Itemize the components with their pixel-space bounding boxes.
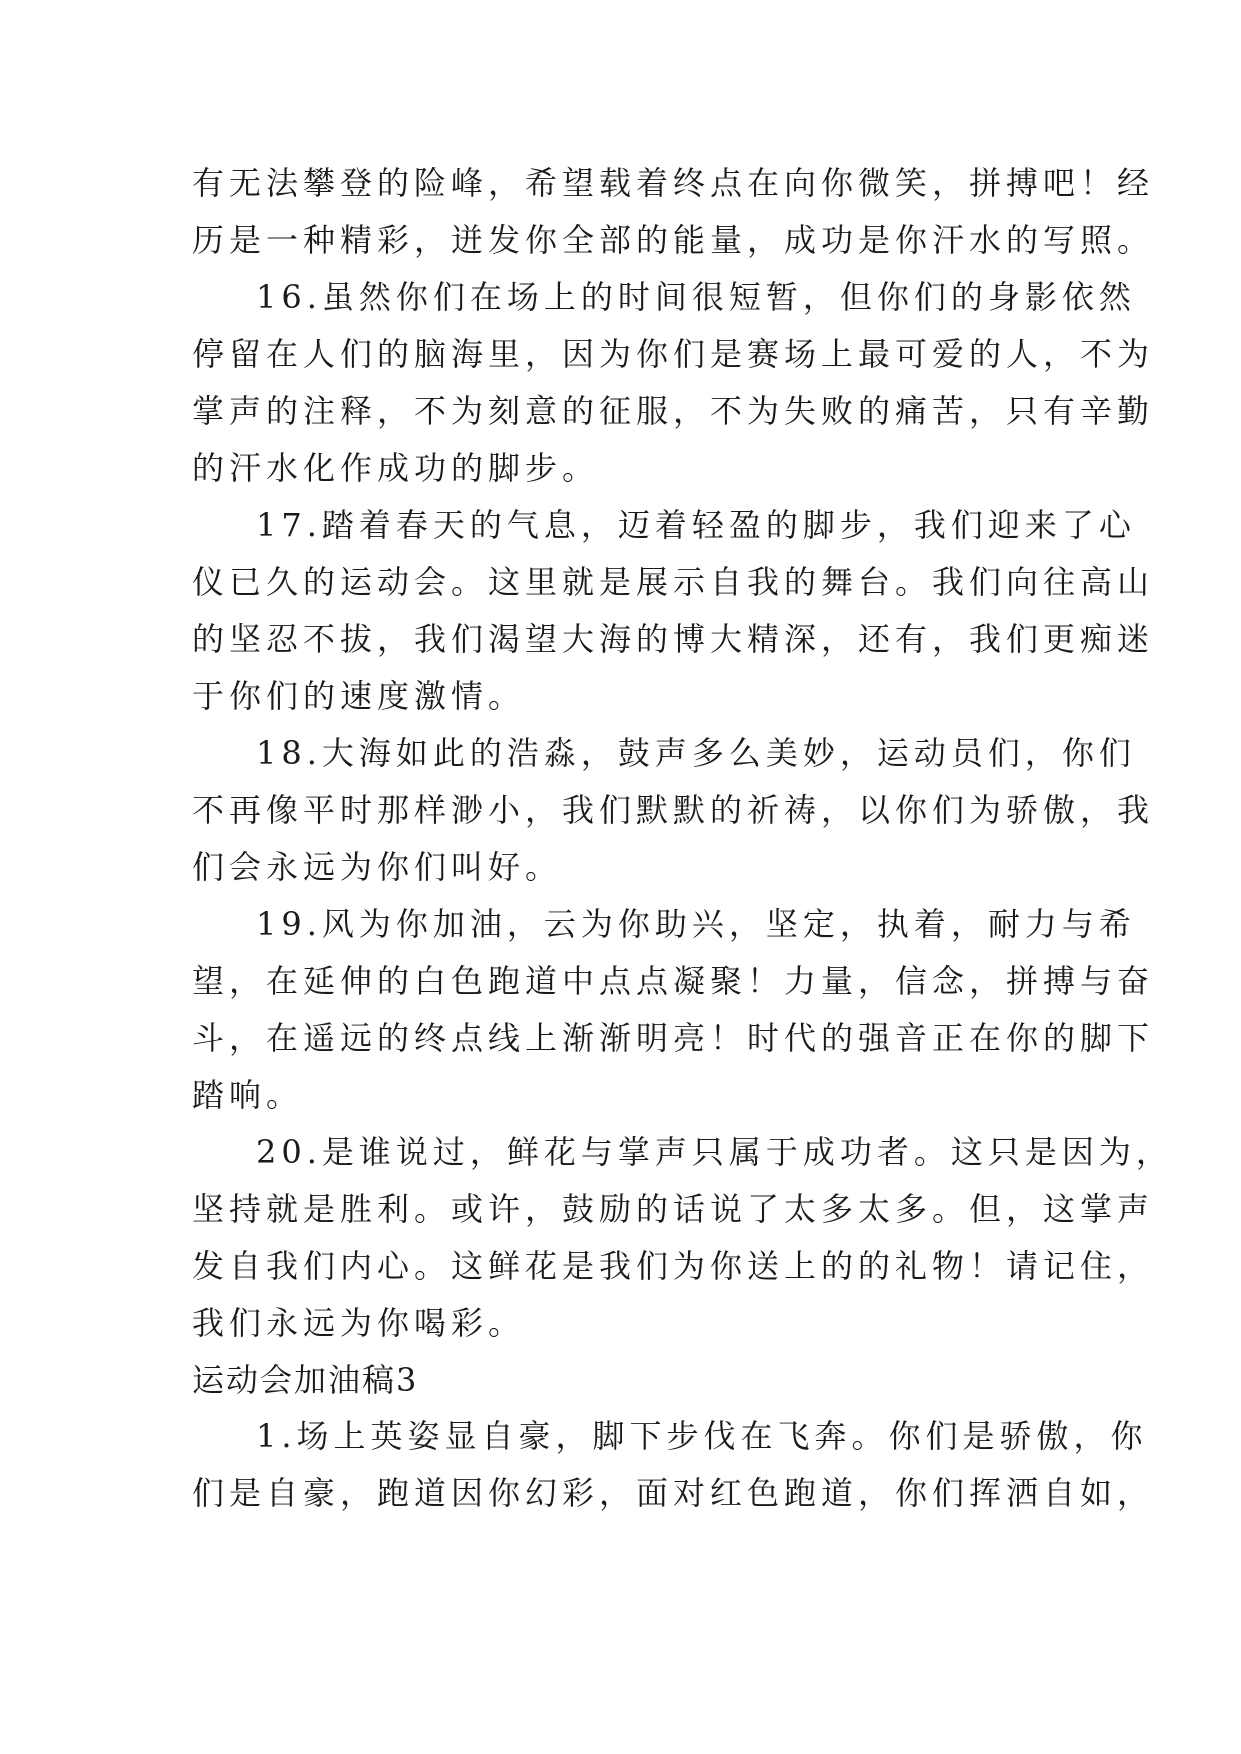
text-line: 斗，在遥远的终点线上渐渐明亮！时代的强音正在你的脚下 [192, 1019, 1155, 1057]
text-line: 们会永远为你们叫好。 [192, 848, 563, 886]
paragraph-16-start: 16.虽然你们在场上的时间很短暂，但你们的身影依然 [256, 278, 1136, 316]
text-line: 们是自豪，跑道因你幻彩，面对红色跑道，你们挥洒自如， [192, 1474, 1155, 1512]
paragraph-20-start: 20.是谁说过，鲜花与掌声只属于成功者。这只是因为， [256, 1133, 1173, 1171]
text-line: 停留在人们的脑海里，因为你们是赛场上最可爱的人，不为 [192, 335, 1155, 373]
text-line: 历是一种精彩，迸发你全部的能量，成功是你汗水的写照。 [192, 221, 1155, 259]
text-line: 坚持就是胜利。或许，鼓励的话说了太多太多。但，这掌声 [192, 1190, 1155, 1228]
paragraph-1-start: 1.场上英姿显自豪，脚下步伐在飞奔。你们是骄傲，你 [256, 1417, 1148, 1455]
text-line: 有无法攀登的险峰，希望载着终点在向你微笑，拼搏吧！经 [192, 164, 1155, 202]
text-line: 望，在延伸的白色跑道中点点凝聚！力量，信念，拼搏与奋 [192, 962, 1155, 1000]
paragraph-18-start: 18.大海如此的浩淼，鼓声多么美妙，运动员们，你们 [256, 734, 1136, 772]
text-line: 的汗水化作成功的脚步。 [192, 449, 600, 487]
text-line: 发自我们内心。这鲜花是我们为你送上的的礼物！请记住， [192, 1247, 1155, 1285]
section-heading: 运动会加油稿3 [192, 1361, 419, 1399]
text-line: 掌声的注释，不为刻意的征服，不为失败的痛苦，只有辛勤 [192, 392, 1155, 430]
document-body [192, 155, 1173, 1522]
text-line: 的坚忍不拔，我们渴望大海的博大精深，还有，我们更痴迷 [192, 620, 1155, 658]
text-line: 不再像平时那样渺小，我们默默的祈祷，以你们为骄傲，我 [192, 791, 1155, 829]
text-line: 仪已久的运动会。这里就是展示自我的舞台。我们向往高山 [192, 563, 1155, 601]
paragraph-19-start: 19.风为你加油，云为你助兴，坚定，执着，耐力与希 [256, 905, 1136, 943]
text-line: 踏响。 [192, 1076, 304, 1114]
text-line: 我们永远为你喝彩。 [192, 1304, 526, 1342]
paragraph-17-start: 17.踏着春天的气息，迈着轻盈的脚步，我们迎来了心 [256, 506, 1136, 544]
text-line: 于你们的速度激情。 [192, 677, 526, 715]
